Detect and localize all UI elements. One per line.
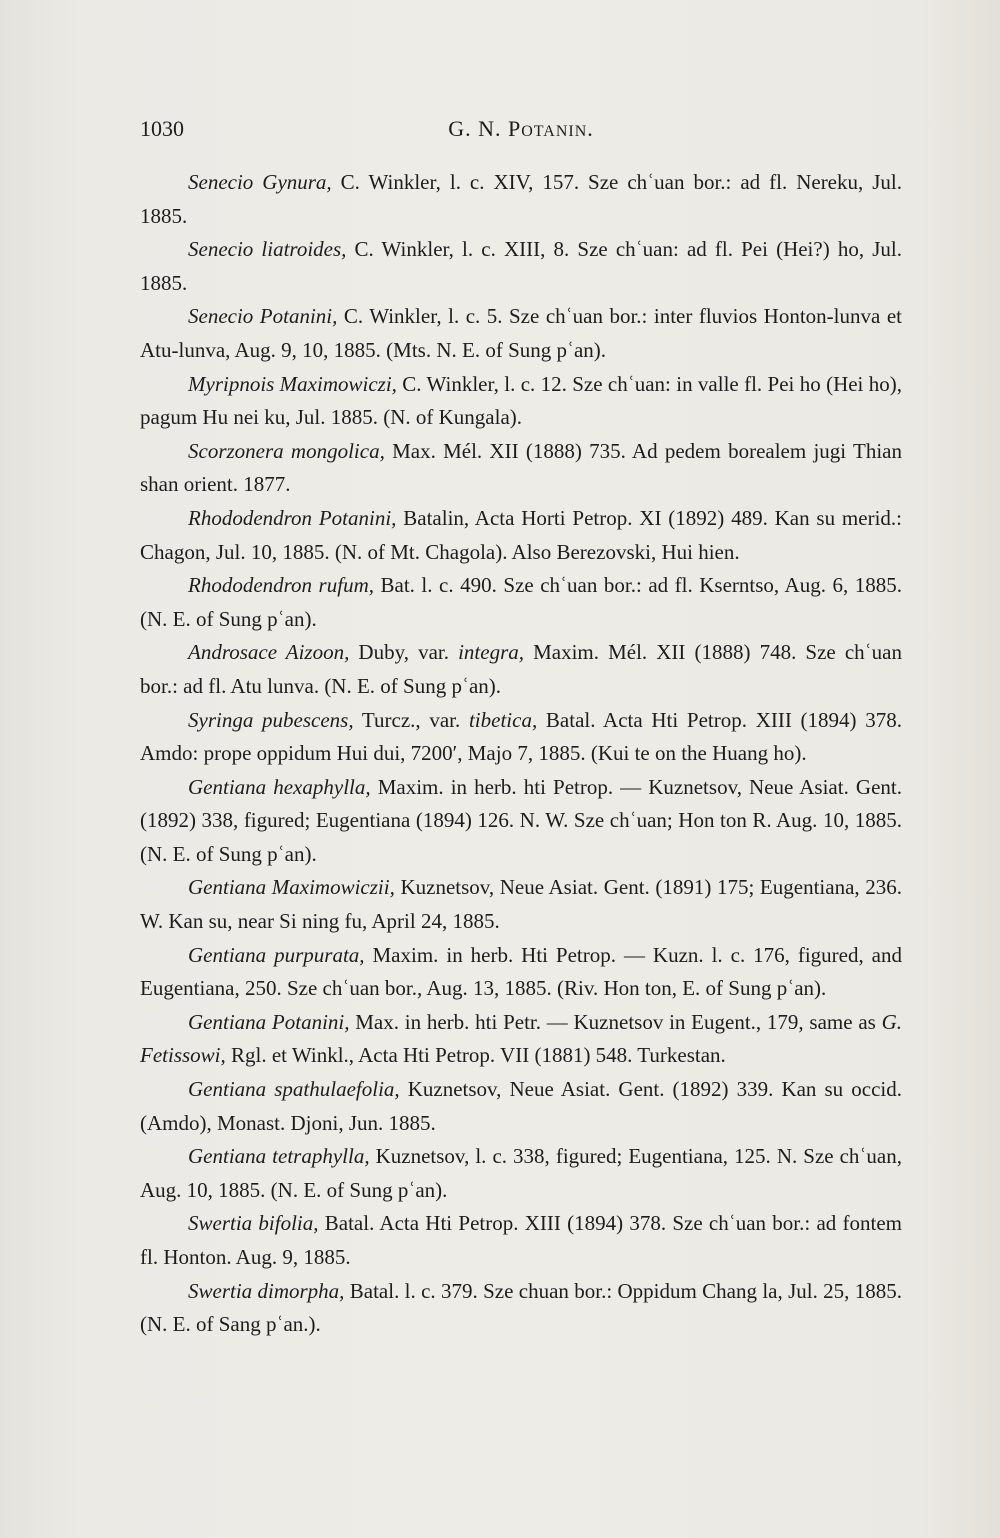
species-name: Senecio Potanini, <box>188 304 338 329</box>
species-entry <box>140 1073 902 1140</box>
species-entry <box>140 1006 902 1073</box>
species-entry <box>140 569 902 636</box>
species-name: Gentiana spathulaefolia, <box>188 1077 400 1102</box>
species-citation: C. Winkler, l. c. XIII, 8. Sze chʿuan: ad fl. Pei (Hei?) ho, Jul. 1885. <box>140 237 902 295</box>
species-entry <box>140 166 902 233</box>
species-citation: Batal. l. c. 379. Sze chuan bor.: Oppidum Chang la, Jul. 25, 1885. (N. E. of Sang pʿan.). <box>140 1278 902 1337</box>
species-entry <box>140 435 902 502</box>
species-citation: C. Winkler, l. c. 12. Sze chʿuan: in valle fl. Pei ho (Hei ho), pagum Hu nei ku, Jul. 1885. (N. of Kungala). <box>140 371 902 430</box>
species-entry <box>140 1140 902 1207</box>
species-entry <box>140 368 902 435</box>
species-citation: Batalin, Acta Horti Petrop. XI (1892) 489. Kan su merid.: Chagon, Jul. 10, 1885. (N. of Mt. Chagola). Also Berezovski, Hui hien. <box>140 505 902 564</box>
species-citation: C. Winkler, l. c. 5. Sze chʿuan bor.: inter fluvios Honton-lunva et Atu-lunva, Aug. 9, 10, 1885. (Mts. N. E. of Sung pʿan). <box>140 304 902 362</box>
species-name: Gentiana Potanini, <box>188 1009 350 1034</box>
species-name: Senecio Gynura, <box>188 170 332 194</box>
species-citation: Duby, var. <box>349 640 459 665</box>
species-entry <box>140 871 902 938</box>
species-name: Androsace Aizoon, <box>188 640 350 665</box>
species-citation: Kuznetsov, l. c. 338, figured; Eugentiana, 125. N. Sze chʿuan, Aug. 10, 1885. (N. E. of Sung pʿan). <box>140 1144 902 1202</box>
species-entry <box>140 1275 902 1342</box>
species-name: Senecio liatroides, <box>188 237 347 262</box>
page-number: 1030 <box>140 116 184 141</box>
variety-name: integra, <box>458 640 524 665</box>
species-name: Gentiana tetraphylla, <box>188 1144 370 1169</box>
species-name: Syringa pubescens, <box>188 707 354 732</box>
species-citation-cont: Maxim. Mél. XII (1888) 748. Sze chʿuan bor.: ad fl. Atu lunva. (N. E. of Sung pʿan). <box>140 640 902 698</box>
species-citation: Turcz., var. <box>353 707 469 732</box>
species-citation-cont: Rgl. et Winkl., Acta Hti Petrop. VII (1881) 548. Turkestan. <box>225 1043 726 1068</box>
author-initials: G. N. P <box>448 116 522 141</box>
running-head <box>140 116 902 142</box>
species-citation: Batal. Acta Hti Petrop. XIII (1894) 378. Sze chʿuan bor.: ad fontem fl. Honton. Aug. 9, 1885. <box>140 1211 902 1269</box>
species-name: Gentiana Maximowiczii, <box>188 875 395 900</box>
species-citation: Kuznetsov, Neue Asiat. Gent. (1891) 175; Eugentiana, 236. W. Kan su, near Si ning fu, April 24, 1885. <box>140 875 902 934</box>
species-citation: C. Winkler, l. c. XIV, 157. Sze chʿuan bor.: ad fl. Nereku, Jul. 1885. <box>140 170 902 228</box>
species-name: Scorzonera mongolica, <box>188 438 385 463</box>
species-citation-cont: Batal. Acta Hti Petrop. XIII (1894) 378. Amdo: prope oppidum Hui dui, 7200′, Majo 7, 1885. (Kui te on the Huang ho). <box>140 707 902 766</box>
species-name: Gentiana hexaphylla, <box>188 774 371 799</box>
species-name: Myripnois Maximowiczi, <box>188 371 397 396</box>
species-entry <box>140 502 902 569</box>
species-citation: Kuznetsov, Neue Asiat. Gent. (1892) 339. Kan su occid. (Amdo), Monast. Djoni, Jun. 1885. <box>140 1077 902 1135</box>
species-entry <box>140 636 902 703</box>
author-smallcaps: OTANIN <box>521 123 588 140</box>
species-entry <box>140 939 902 1006</box>
species-citation: Max. Mél. XII (1888) 735. Ad pedem borealem jugi Thian shan orient. 1877. <box>140 438 902 497</box>
species-name: Rhododendron rufum, <box>188 573 374 598</box>
species-citation: Maxim. in herb. Hti Petrop. — Kuzn. l. c. 176, figured, and Eugentiana, 250. Sze chʿuan bor., Aug. 13, 1885. (Riv. Hon ton, E. of Sung pʿan). <box>140 942 903 1001</box>
species-entry <box>140 1207 902 1274</box>
species-entry <box>140 771 902 872</box>
species-citation: Bat. l. c. 490. Sze chʿuan bor.: ad fl. Kserntso, Aug. 6, 1885. (N. E. of Sung pʿan). <box>140 573 902 631</box>
variety-name: tibetica, <box>468 707 538 732</box>
species-name: Gentiana purpurata, <box>188 942 365 967</box>
species-entry <box>140 704 902 771</box>
author-end: . <box>587 116 594 141</box>
page-header <box>140 116 902 146</box>
species-name: Rhododendron Potanini, <box>188 505 397 530</box>
species-citation: Maxim. in herb. hti Petrop. — Kuznetsov, Neue Asiat. Gent. (1892) 338, figured; Eugentiana (1894) 126. N. W. Sze chʿuan; Hon ton R. Aug. 10, 1885. (N. E. of Sung pʿan). <box>140 774 902 866</box>
species-citation: Max. in herb. hti Petr. — Kuznetsov in Eugent., 179, same as <box>349 1009 882 1034</box>
species-entry <box>140 300 902 367</box>
species-entry <box>140 233 902 300</box>
synonym-name: G. Fetissowi, <box>140 1009 902 1068</box>
species-name: Swertia bifolia, <box>188 1211 319 1236</box>
species-list <box>140 166 902 1342</box>
species-name: Swertia dimorpha, <box>188 1278 345 1303</box>
